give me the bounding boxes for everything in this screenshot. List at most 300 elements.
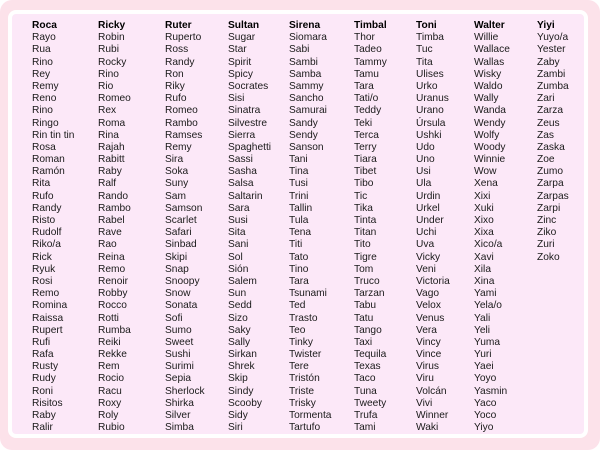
name-entry: Rey <box>32 68 51 80</box>
name-entry: Salsa <box>228 178 254 190</box>
name-entry: Ryuk <box>32 263 56 275</box>
name-entry: Snap <box>165 263 189 275</box>
name-entry: Timba <box>416 32 444 44</box>
name-entry: Truco <box>354 275 380 287</box>
name-entry: Veni <box>416 263 436 275</box>
name-entry: Vicky <box>416 251 441 263</box>
name-entry: Ula <box>416 178 432 190</box>
name-entry: Sendy <box>289 129 318 141</box>
name-entry: Trisky <box>289 397 316 409</box>
name-entry: Raissa <box>32 312 64 324</box>
name-entry: Rufo <box>32 190 54 202</box>
name-entry: Safari <box>165 227 192 239</box>
name-entry: Titan <box>354 227 377 239</box>
name-entry: Sizo <box>228 312 248 324</box>
name-entry: Ramses <box>165 129 203 141</box>
name-entry: Tadeo <box>354 44 382 56</box>
name-entry: Rubio <box>98 422 125 434</box>
name-entry: Samurai <box>289 105 327 117</box>
name-entry: Tere <box>289 361 309 373</box>
name-entry: Xixi <box>474 190 491 202</box>
name-entry: Tallin <box>289 202 313 214</box>
name-entry: Yami <box>474 288 497 300</box>
name-entry: Tarzan <box>354 288 385 300</box>
name-entry: Roman <box>32 154 65 166</box>
name-entry: Walter <box>474 20 505 31</box>
name-entry: Tibo <box>354 178 374 190</box>
name-entry: Roly <box>98 410 119 421</box>
name-entry: Zaby <box>537 56 560 68</box>
name-entry: Rina <box>98 129 119 141</box>
name-entry: Sirkan <box>228 349 257 361</box>
name-entry: Remo <box>98 263 126 275</box>
name-entry: Taco <box>354 373 376 385</box>
name-entry: Trini <box>289 190 309 202</box>
name-entry: Siri <box>228 422 243 434</box>
name-entry: Sumo <box>165 324 192 336</box>
name-entry: Waldo <box>474 80 503 92</box>
names-column-7 <box>416 20 450 434</box>
name-entry: Ushki <box>416 129 442 141</box>
name-entry: Rosi <box>32 275 53 287</box>
name-entry: Tequila <box>354 349 387 361</box>
name-entry: Thor <box>354 32 375 44</box>
name-entry: Sirena <box>289 20 321 31</box>
name-entry: Uranus <box>416 93 449 105</box>
name-entry: Rajah <box>98 141 125 153</box>
name-entry: Roni <box>32 385 53 397</box>
name-entry: Ralir <box>32 422 53 434</box>
name-entry: Teo <box>289 324 306 336</box>
name-entry: Sasha <box>228 166 257 178</box>
name-entry: Rudy <box>32 373 56 385</box>
name-entry: Xila <box>474 263 491 275</box>
name-entry: Sinatra <box>228 105 261 117</box>
name-entry: Tuna <box>354 385 377 397</box>
name-entry: Rino <box>98 68 119 80</box>
name-entry: Rambo <box>165 117 198 129</box>
name-entry: Remy <box>32 80 59 92</box>
name-entry: Vago <box>416 288 440 300</box>
name-entry: Rocio <box>98 373 125 385</box>
name-entry: Rabel <box>98 215 125 226</box>
name-entry: Sultan <box>228 20 260 31</box>
name-entry: Terry <box>354 141 377 153</box>
name-entry: Ringo <box>32 117 59 129</box>
name-entry: Tani <box>289 154 308 166</box>
name-entry: Raby <box>32 410 56 421</box>
name-entry: Tinta <box>354 215 377 226</box>
name-entry: Shirka <box>165 397 194 409</box>
name-entry: Titi <box>289 239 303 251</box>
name-entry: Sassi <box>228 154 253 166</box>
name-entry: Sofi <box>165 312 183 324</box>
name-entry: Rex <box>98 105 117 117</box>
name-entry: Yaei <box>474 361 494 373</box>
name-entry: Randy <box>165 56 195 68</box>
name-entry: Yuma <box>474 336 501 348</box>
name-entry: Sara <box>228 202 250 214</box>
name-entry: Ron <box>165 68 184 80</box>
name-entry: Yeli <box>474 324 491 336</box>
name-entry: Tammy <box>354 56 387 68</box>
name-entry: Trasto <box>289 312 318 324</box>
name-entry: Willie <box>474 32 499 44</box>
name-entry: Tita <box>416 56 433 68</box>
name-entry: Wisky <box>474 68 502 80</box>
name-entry: Ramón <box>32 166 65 178</box>
name-entry: Uno <box>416 154 435 166</box>
name-entry: Rafa <box>32 349 54 361</box>
name-entry: Remy <box>165 141 192 153</box>
name-entry: Zumo <box>537 166 564 178</box>
name-entry: Tara <box>289 275 309 287</box>
name-entry: Ruperto <box>165 32 202 44</box>
name-entry: Teddy <box>354 105 382 117</box>
name-entry: Xico/a <box>474 239 503 251</box>
name-entry: Scooby <box>228 397 262 409</box>
name-entry: Riky <box>165 80 185 92</box>
name-entry: Rupert <box>32 324 63 336</box>
name-entry: Viru <box>416 373 434 385</box>
name-entry: Yiyi <box>537 20 555 31</box>
name-entry: Sedd <box>228 300 252 312</box>
name-entry: Sindy <box>228 385 254 397</box>
name-entry: Reiki <box>98 336 121 348</box>
name-entry: Tom <box>354 263 374 275</box>
name-entry: Zuri <box>537 239 555 251</box>
name-entry: Timbal <box>354 20 387 31</box>
name-entry: Texas <box>354 361 381 373</box>
name-entry: Rita <box>32 178 51 190</box>
names-column-4 <box>228 20 271 434</box>
name-entry: Riko/a <box>32 239 61 251</box>
name-entry: Rao <box>98 239 117 251</box>
name-entry: Spicy <box>228 68 253 80</box>
name-entry: Yiyo <box>474 422 494 434</box>
name-entry: Rem <box>98 361 120 373</box>
name-entry: Rabitt <box>98 154 125 166</box>
name-entry: Wow <box>474 166 497 178</box>
name-entry: Sani <box>228 239 249 251</box>
name-entry: Rin tin tin <box>32 129 75 141</box>
name-entry: Tatu <box>354 312 374 324</box>
name-entry: Vincy <box>416 336 441 348</box>
name-entry: Terca <box>354 129 379 141</box>
name-entry: Spaghetti <box>228 141 272 153</box>
names-column-9 <box>537 20 569 264</box>
name-entry: Snow <box>165 288 191 300</box>
name-entry: Saltarin <box>228 190 263 202</box>
name-entry: Saky <box>228 324 251 336</box>
name-entry: Tinky <box>289 336 313 348</box>
name-entry: Suny <box>165 178 189 190</box>
name-entry: Yuri <box>474 349 492 361</box>
name-entry: Wallas <box>474 56 505 68</box>
name-entry: Udo <box>416 141 435 153</box>
name-entry: Tusi <box>289 178 308 190</box>
name-entry: Tuc <box>416 44 433 56</box>
name-entry: Yoyo <box>474 373 497 385</box>
name-entry: Vivi <box>416 397 433 409</box>
name-entry: Tara <box>354 80 374 92</box>
name-entry: Risitos <box>32 397 63 409</box>
name-entry: Skipi <box>165 251 188 263</box>
name-entry: Sandy <box>289 117 318 129</box>
name-entry: Xina <box>474 275 495 287</box>
name-entry: Zoe <box>537 154 555 166</box>
name-entry: Soka <box>165 166 189 178</box>
name-entry: Scarlet <box>165 215 197 226</box>
name-entry: Randy <box>32 202 62 214</box>
names-column-6 <box>354 20 387 434</box>
name-entry: Sherlock <box>165 385 205 397</box>
name-entry: Rave <box>98 227 122 239</box>
name-entry: Rio <box>98 80 114 92</box>
name-entry: Racu <box>98 385 122 397</box>
name-entry: Urano <box>416 105 444 117</box>
name-entry: Zarpas <box>537 190 569 202</box>
name-entry: Woody <box>474 141 506 153</box>
name-entry: Spirit <box>228 56 252 68</box>
name-entry: Sierra <box>228 129 256 141</box>
name-entry: Tena <box>289 227 312 239</box>
name-entry: Tigre <box>354 251 377 263</box>
name-entry: Urko <box>416 80 438 92</box>
name-entry: Susi <box>228 215 248 226</box>
name-entry: Ted <box>289 300 306 312</box>
name-entry: Virus <box>416 361 440 373</box>
name-entry: Triste <box>289 385 315 397</box>
name-entry: Yela/o <box>474 300 502 312</box>
name-entry: Tami <box>354 422 376 434</box>
name-entry: Rino <box>32 105 53 117</box>
name-entry: Sepia <box>165 373 192 385</box>
name-entry: Under <box>416 215 444 226</box>
name-entry: Vera <box>416 324 437 336</box>
name-entry: Zaska <box>537 141 565 153</box>
name-entry: Tato <box>289 251 309 263</box>
name-entry: Simba <box>165 422 194 434</box>
name-entry: Tito <box>354 239 371 251</box>
name-entry: Zarza <box>537 105 564 117</box>
name-entry: Wendy <box>474 117 506 129</box>
name-entry: Rick <box>32 251 52 263</box>
name-entry: Sonata <box>165 300 198 312</box>
name-entry: Robin <box>98 32 125 44</box>
name-entry: Xavi <box>474 251 494 263</box>
name-entry: Rocky <box>98 56 127 68</box>
name-entry: Rekke <box>98 349 127 361</box>
name-entry: Trufa <box>354 410 378 421</box>
name-entry: Siomara <box>289 32 327 44</box>
name-entry: Silver <box>165 410 191 421</box>
name-entry: Reno <box>32 93 57 105</box>
name-entry: Sión <box>228 263 249 275</box>
name-entry: Úrsula <box>416 117 446 129</box>
name-entry: Tabu <box>354 300 377 312</box>
name-entry: Roma <box>98 117 126 129</box>
name-entry: Uva <box>416 239 435 251</box>
name-entry: Sita <box>228 227 246 239</box>
name-entry: Zambi <box>537 68 566 80</box>
name-entry: Venus <box>416 312 445 324</box>
name-entry: Urdin <box>416 190 441 202</box>
name-entry: Usi <box>416 166 431 178</box>
name-entry: Wanda <box>474 105 506 117</box>
name-entry: Snoopy <box>165 275 200 287</box>
name-entry: Sancho <box>289 93 324 105</box>
name-entry: Skip <box>228 373 248 385</box>
name-entry: Wallace <box>474 44 510 56</box>
name-entry: Tibet <box>354 166 377 178</box>
name-entry: Yali <box>474 312 491 324</box>
name-entry: Renoir <box>98 275 129 287</box>
name-entry: Tango <box>354 324 382 336</box>
name-entry: Rua <box>32 44 51 56</box>
name-entry: Tamu <box>354 68 379 80</box>
name-entry: Xuki <box>474 202 494 214</box>
name-entry: Tristón <box>289 373 320 385</box>
name-entry: Rambo <box>98 202 131 214</box>
name-entry: Silvestre <box>228 117 268 129</box>
name-entry: Tika <box>354 202 373 214</box>
name-entry: Sidy <box>228 410 248 421</box>
name-entry: Tormenta <box>289 410 332 421</box>
name-entry: Yasmin <box>474 385 508 397</box>
name-entry: Sambi <box>289 56 318 68</box>
name-entry: Rumba <box>98 324 131 336</box>
name-entry: Roxy <box>98 397 122 409</box>
name-entry: Zumba <box>537 80 569 92</box>
name-entry: Rocco <box>98 300 127 312</box>
name-entry: Tina <box>289 166 309 178</box>
name-entry: Rino <box>32 56 53 68</box>
name-entry: Shrek <box>228 361 255 373</box>
name-entry: Volcán <box>416 385 447 397</box>
name-entry: Tino <box>289 263 309 275</box>
names-column-1 <box>32 20 74 434</box>
name-entry: Yaco <box>474 397 497 409</box>
name-entry: Sun <box>228 288 247 300</box>
name-entry: Reina <box>98 251 125 263</box>
name-entry: Ricky <box>98 20 126 31</box>
name-entry: Sinbad <box>165 239 197 251</box>
name-entry: Rosa <box>32 141 56 153</box>
name-entry: Robby <box>98 288 128 300</box>
name-entry: Zinc <box>537 215 557 226</box>
name-entry: Sammy <box>289 80 324 92</box>
name-entry: Socrates <box>228 80 269 92</box>
name-entry: Rudolf <box>32 227 62 239</box>
name-entry: Xena <box>474 178 498 190</box>
name-entry: Sabi <box>289 44 310 56</box>
name-entry: Ross <box>165 44 189 56</box>
name-entry: Rando <box>98 190 129 202</box>
name-entry: Sanson <box>289 141 324 153</box>
name-entry: Sisi <box>228 93 245 105</box>
name-entry: Ralf <box>98 178 117 190</box>
name-entry: Roca <box>32 20 57 31</box>
name-entry: Yoco <box>474 410 497 421</box>
name-entry: Twister <box>289 349 322 361</box>
name-entry: Tic <box>354 190 368 202</box>
name-entry: Tsunami <box>289 288 327 300</box>
name-entry: Sushi <box>165 349 191 361</box>
name-entry: Samba <box>289 68 322 80</box>
name-entry: Remo <box>32 288 60 300</box>
name-entry: Wally <box>474 93 499 105</box>
name-entry: Zas <box>537 129 554 141</box>
name-entry: Zoko <box>537 251 560 263</box>
name-entry: Sol <box>228 251 243 263</box>
name-entry: Sam <box>165 190 186 202</box>
name-entry: Tweety <box>354 397 387 409</box>
name-entry: Xixo <box>474 215 494 226</box>
name-entry: Xixa <box>474 227 494 239</box>
name-entry: Tula <box>289 215 309 226</box>
name-entry: Ruter <box>165 20 192 31</box>
name-entry: Ulises <box>416 68 444 80</box>
name-entry: Tartufo <box>289 422 321 434</box>
name-entry: Rufo <box>165 93 187 105</box>
name-entry: Star <box>228 44 247 56</box>
name-entry: Taxi <box>354 336 373 348</box>
name-entry: Vince <box>416 349 442 361</box>
name-entry: Toni <box>416 20 437 31</box>
name-entry: Romina <box>32 300 68 312</box>
name-entry: Zari <box>537 93 555 105</box>
name-entry: Waki <box>416 422 439 434</box>
name-entry: Risto <box>32 215 56 226</box>
name-entry: Ziko <box>537 227 557 239</box>
name-entry: Rotti <box>98 312 119 324</box>
name-entry: Rubi <box>98 44 119 56</box>
name-entry: Romeo <box>98 93 131 105</box>
name-entry: Yuyo/a <box>537 32 569 44</box>
name-entry: Salem <box>228 275 257 287</box>
name-entry: Tati/o <box>354 93 379 105</box>
name-entry: Winnie <box>474 154 506 166</box>
name-entry: Zarpa <box>537 178 564 190</box>
names-column-5 <box>289 20 331 434</box>
name-entry: Zeus <box>537 117 560 129</box>
name-entry: Sally <box>228 336 251 348</box>
names-column-3 <box>165 20 205 434</box>
name-entry: Samson <box>165 202 203 214</box>
name-entry: Sira <box>165 154 184 166</box>
name-entry: Zarpi <box>537 202 561 214</box>
name-entry: Wolfy <box>474 129 500 141</box>
name-entry: Urkel <box>416 202 440 214</box>
name-entry: Velox <box>416 300 441 312</box>
name-entry: Romeo <box>165 105 198 117</box>
name-entry: Sweet <box>165 336 194 348</box>
name-entry: Victoria <box>416 275 450 287</box>
name-entry: Teki <box>354 117 373 129</box>
name-entry: Rusty <box>32 361 59 373</box>
names-panel <box>8 10 588 438</box>
name-entry: Raby <box>98 166 122 178</box>
name-entry: Yester <box>537 44 566 56</box>
names-column-2 <box>98 20 131 434</box>
name-entry: Sugar <box>228 32 256 44</box>
name-entry: Rufi <box>32 336 51 348</box>
name-entry: Surimi <box>165 361 194 373</box>
name-entry: Winner <box>416 410 449 421</box>
name-entry: Tiara <box>354 154 377 166</box>
names-column-8 <box>474 20 510 434</box>
